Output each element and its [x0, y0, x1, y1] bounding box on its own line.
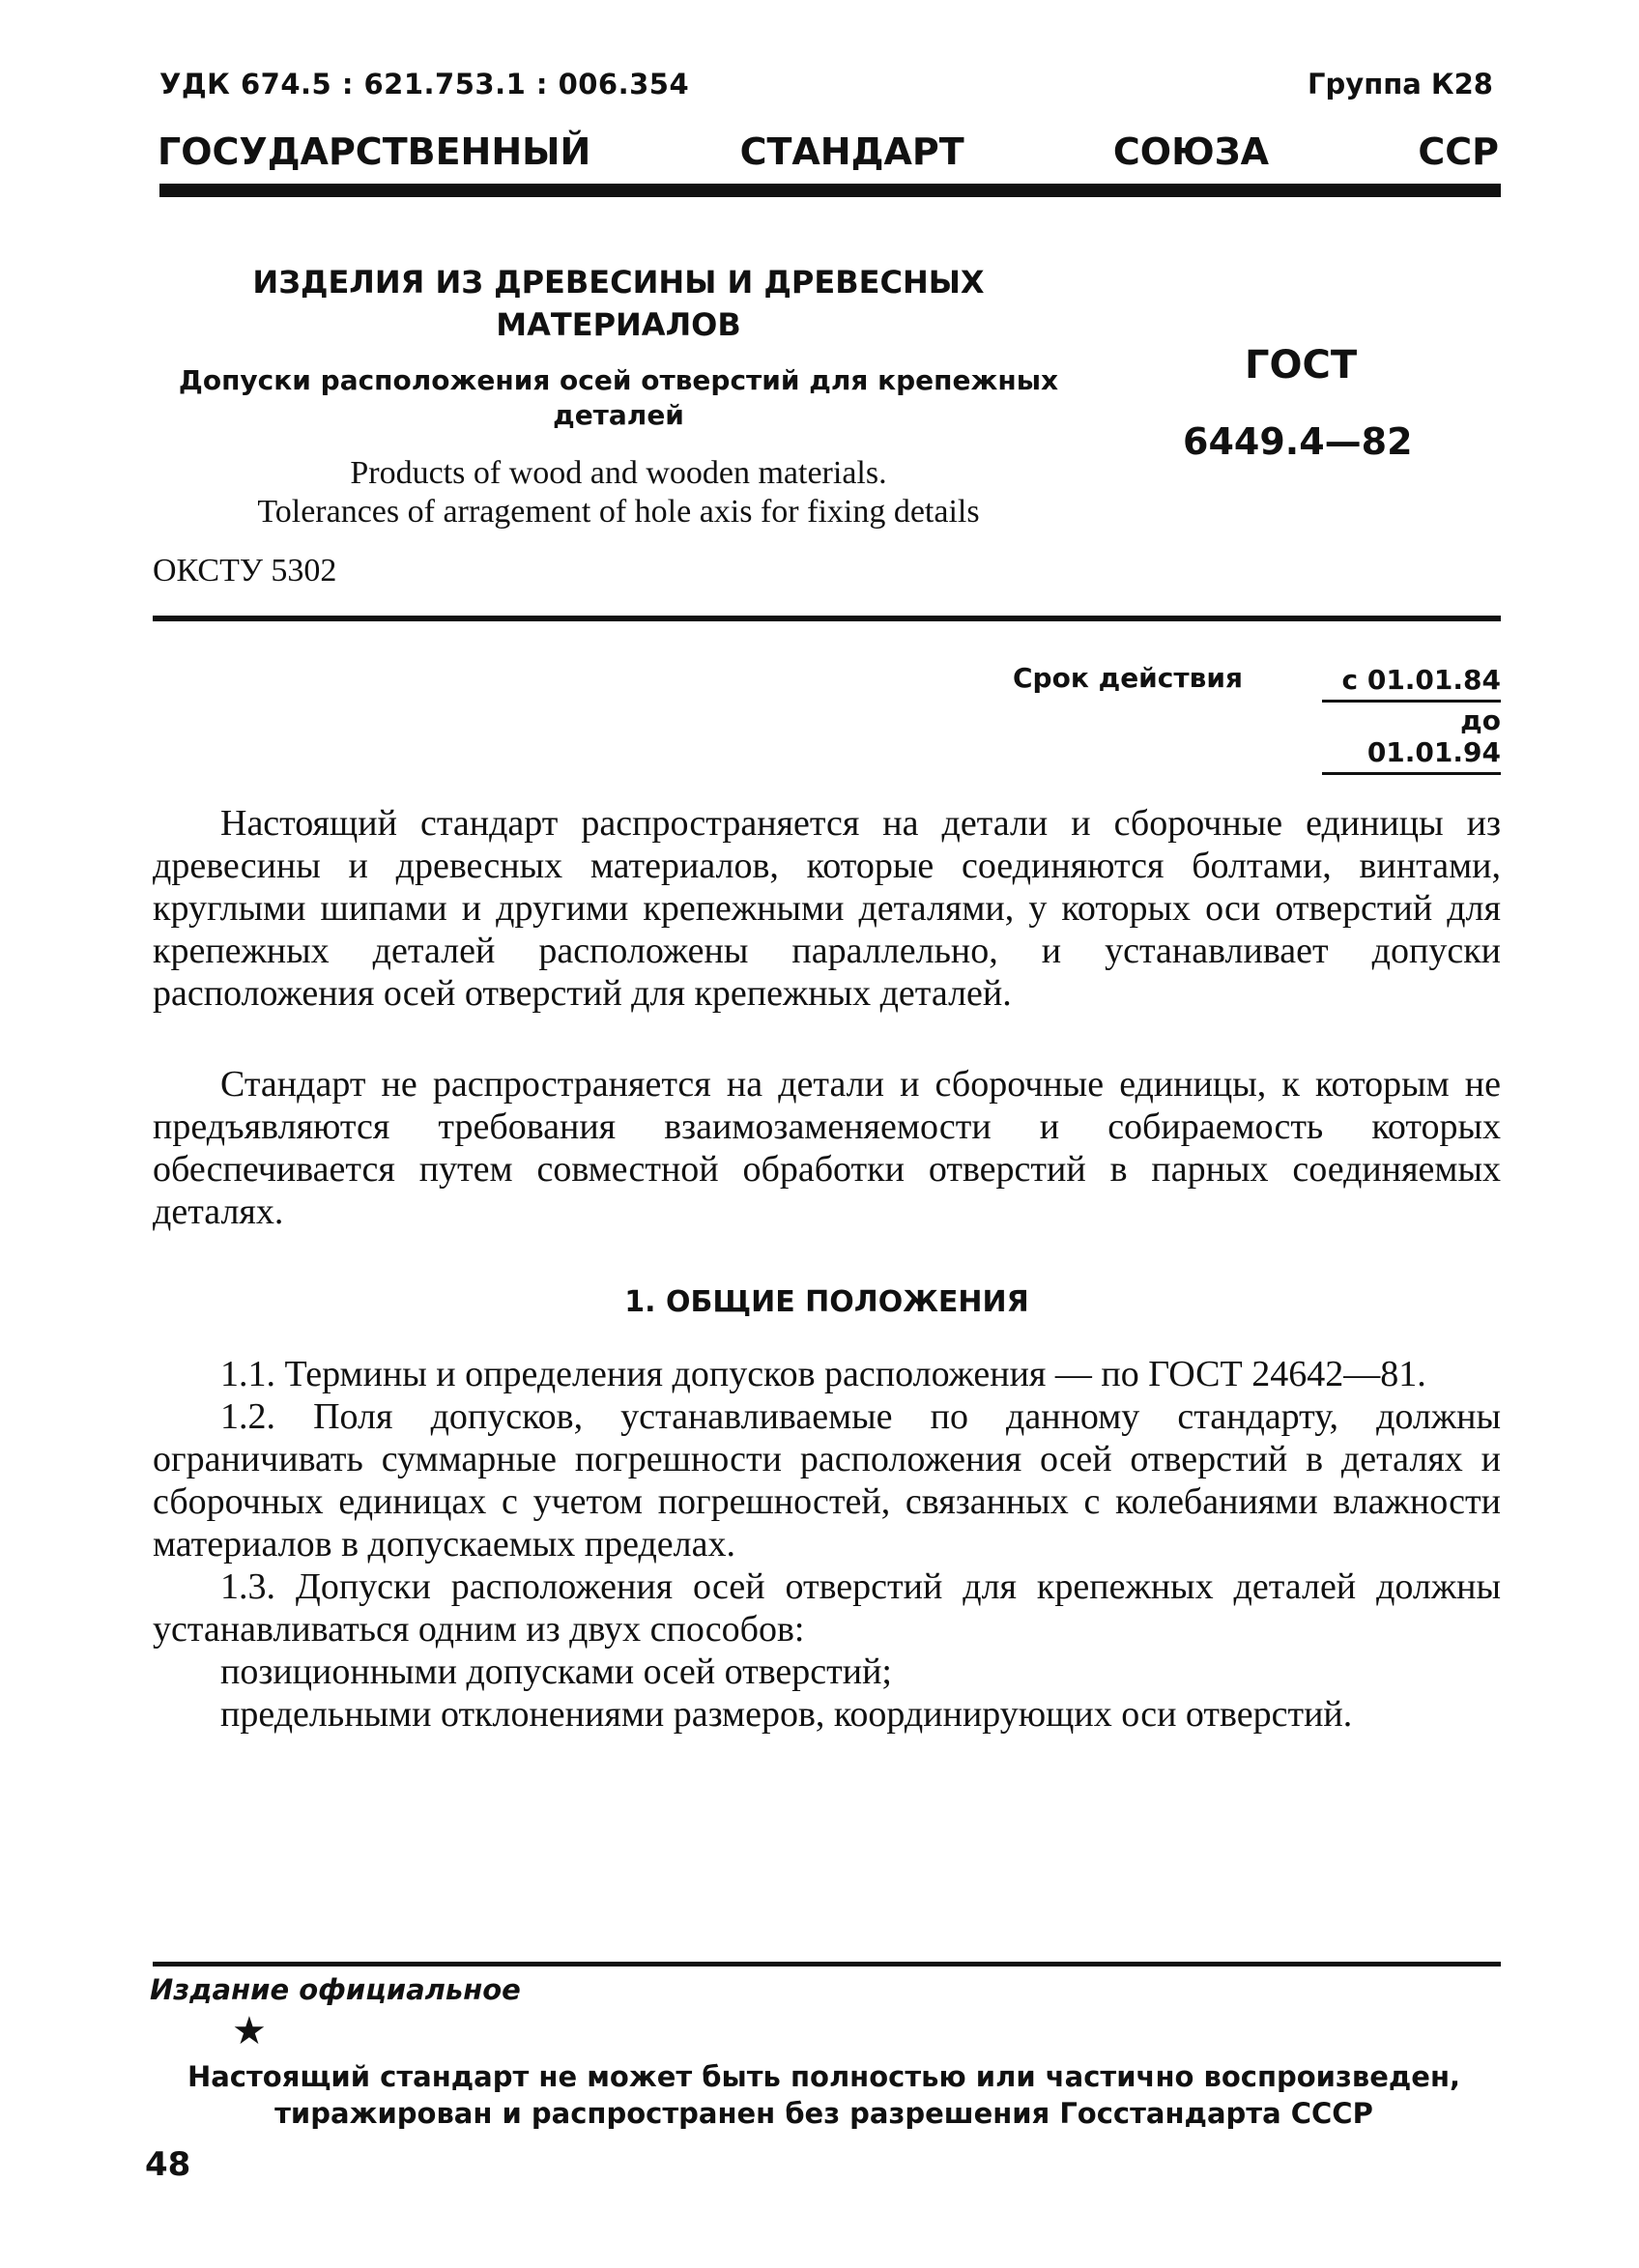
clause: 1.1. Термины и определения допусков расположения — по ГОСТ 24642—81. — [220, 1354, 1426, 1394]
header-rule — [159, 184, 1501, 197]
copyright-notice — [147, 2058, 1501, 2132]
title-rule — [153, 616, 1501, 621]
notice-line: Настоящий стандарт не может быть полностью или частично воспроизведен, — [187, 2060, 1461, 2093]
gost-label: ГОСТ — [1245, 343, 1358, 388]
state-word: СОЮЗА — [1112, 130, 1270, 173]
clause: 1.2. Поля допусков, устанавливаемые по данному стандарту, должны ограничивать суммарные погрешности расположения осей отверстий в деталях и сборочных единицах с учетом погрешностей, связанных с колебаниями влажности материалов в допускаемых пределах. — [153, 1396, 1501, 1565]
english-title-line: Tolerances of arragement of hole axis for fixing details — [257, 494, 980, 530]
document-title: ИЗДЕЛИЯ ИЗ ДРЕВЕСИНЫ И ДРЕВЕСНЫХ МАТЕРИАЛОВ — [252, 264, 985, 343]
group-code: Группа К28 — [1308, 68, 1493, 100]
intro-paragraph — [153, 802, 1501, 1015]
section-items — [153, 1353, 1501, 1736]
state-word: СТАНДАРТ — [739, 130, 964, 173]
validity-to: до 01.01.94 — [1322, 703, 1501, 775]
validity-dates — [1322, 662, 1501, 775]
state-word: ГОСУДАРСТВЕННЫЙ — [158, 130, 591, 173]
clause: предельными отклонениями размеров, координирующих оси отверстий. — [220, 1694, 1353, 1735]
intro-paragraph — [153, 1063, 1501, 1233]
footer-rule — [153, 1962, 1501, 1967]
state-word: ССР — [1418, 130, 1499, 173]
edition-label: Издание официальное — [150, 1973, 521, 2006]
english-title-line: Products of wood and wooden materials. — [350, 455, 887, 491]
page-number: 48 — [145, 2145, 191, 2184]
validity-label: Срок действия — [1013, 662, 1243, 694]
english-title — [155, 454, 1082, 531]
gost-number: 6449.4—82 — [1183, 420, 1413, 463]
oksty-code: ОКСТУ 5302 — [153, 553, 337, 589]
validity-from: с 01.01.84 — [1322, 662, 1501, 703]
section-heading: 1. ОБЩИЕ ПОЛОЖЕНИЯ — [624, 1285, 1029, 1319]
document-subtitle: Допуски расположения осей отверстий для крепежных деталей — [178, 364, 1059, 431]
paragraph-text: Стандарт не распространяется на детали и сборочные единицы, к которым не предъявляются требования взаимозаменяемости и собираемость которых обеспечивается путем совместной обработки отверстий в парных соединяемых деталях. — [153, 1064, 1501, 1232]
clause: позиционными допусками осей отверстий; — [220, 1651, 892, 1692]
title-block — [155, 261, 1082, 531]
udk-code: УДК 674.5 : 621.753.1 : 006.354 — [159, 68, 690, 100]
paragraph-text: Настоящий стандарт распространяется на детали и сборочные единицы из древесины и древесных материалов, которые соединяются болтами, винтами, круглыми шипами и другими крепежными деталями, у которых оси отверстий для крепежных деталей расположены параллельно, и устанавливает допуски расположения осей отверстий для крепежных деталей. — [153, 803, 1501, 1014]
state-standard-heading — [158, 130, 1499, 173]
clause: 1.3. Допуски расположения осей отверстий для крепежных деталей должны устанавливаться одним из двух способов: — [153, 1566, 1501, 1650]
star-icon: ★ — [232, 2009, 267, 2053]
notice-line: тиражирован и распространен без разрешения Госстандарта СССР — [274, 2097, 1373, 2130]
